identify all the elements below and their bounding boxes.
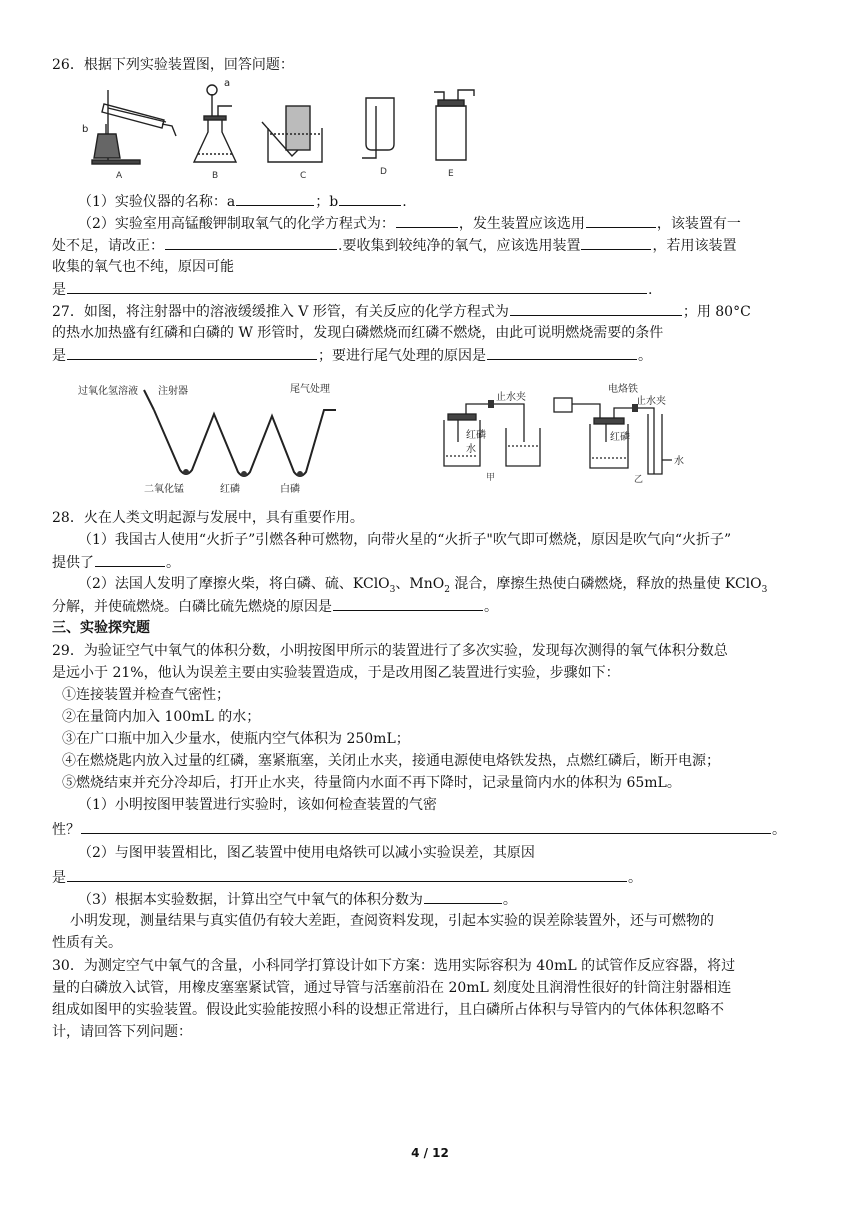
q29-p3 <box>78 889 838 910</box>
q29-p3-end: 。 <box>502 892 517 908</box>
q28-p2-a: （2）法国人发明了摩擦火柴，将白磷、硫、KClO <box>78 576 390 592</box>
q28-p1-l2-end: 。 <box>166 555 180 571</box>
answer-blank-q27-equation[interactable] <box>510 301 682 316</box>
q26-part2-l2 <box>52 235 812 256</box>
apparatus-c <box>262 106 322 162</box>
q30-l1: 30．为测定空气中氧气的含量，小科同学打算设计如下方案：选用实际容积为 40mL 的试管作反应容器，将过 <box>52 958 736 974</box>
label-water-jia: 水 <box>466 444 476 455</box>
q29-p2-l2-start: 是 <box>52 870 66 886</box>
apparatus-a <box>92 90 176 164</box>
q28-sub1: 3 <box>389 584 396 595</box>
q28-p2-b: 、MnO <box>395 576 445 592</box>
q27-l2: 的热水加热盛有红磷和白磷的 W 形管时，发现白磷燃烧而红磷不燃烧，由此可说明燃烧需要的条件 <box>52 325 664 341</box>
q28-l1: 28．火在人类文明起源与发展中，具有重要作用。 <box>52 510 364 526</box>
q27-l1-end: ；用 80°C <box>682 304 751 320</box>
q26-part2-l3: 收集的氧气也不纯，原因可能 <box>52 259 234 275</box>
answer-blank-condition[interactable] <box>67 345 317 360</box>
fig-jia <box>436 390 544 484</box>
q26-p1-start: （1）实验仪器的名称：a <box>78 194 236 210</box>
answer-blank-reason[interactable] <box>67 279 647 294</box>
apparatus-b <box>194 85 236 162</box>
q30-l2: 量的白磷放入试管，用橡皮塞塞紧试管，通过导管与活塞前沿在 20mL 刻度处且润滑性很好的针筒注射器相连 <box>52 980 732 996</box>
q29-p2-l2 <box>52 867 812 888</box>
answer-blank-a[interactable] <box>236 191 314 206</box>
q26-p2-start: （2）实验室用高锰酸钾制取氧气的化学方程式为： <box>78 216 395 232</box>
q26-p1-mid: ；b <box>315 194 339 210</box>
q27-l3-start: 是 <box>52 348 66 364</box>
answer-blank-b[interactable] <box>339 191 401 206</box>
answer-blank-correction[interactable] <box>165 235 337 250</box>
q28-p1-l2 <box>52 552 812 573</box>
answer-blank-q28-1[interactable] <box>95 552 165 567</box>
q29-p2-l1: （2）与图甲装置相比，图乙装置中使用电烙铁可以减小实验误差，其原因 <box>78 845 535 861</box>
q26-p1-end: . <box>402 194 407 210</box>
answer-blank-equation[interactable] <box>396 213 458 228</box>
q26-part2-l1 <box>78 213 838 234</box>
label-water-yi: 水 <box>674 456 684 467</box>
q28-p2-l2 <box>52 596 812 617</box>
label-tail-gas: 尾气处理 <box>290 384 330 395</box>
q26-part2-l4 <box>52 279 812 300</box>
label-clamp2: 止水夹 <box>636 396 666 407</box>
q29-p3-start: （3）根据本实验数据，计算出空气中氧气的体积分数为 <box>78 892 423 908</box>
q26-apparatus-figure <box>76 78 496 182</box>
q28-p2-c: 混合，摩擦生热使白磷燃烧，释放的热量使 KClO <box>449 576 762 592</box>
label-iron: 电烙铁 <box>608 384 638 395</box>
apparatus-d <box>362 98 394 158</box>
section-title: 三、实验探究题 <box>52 620 150 636</box>
q26-p2-l2-start: 处不足，请改正： <box>52 238 164 254</box>
q27-l1-start: 27．如图，将注射器中的溶液缓缓推入 V 形管，有关反应的化学方程式为 <box>52 304 509 320</box>
q27-l3-end: 。 <box>638 348 652 364</box>
fig-yi <box>550 380 690 484</box>
q26-p2-mid2: ，该装置有一 <box>656 216 741 232</box>
q26-p2-l4-start: 是 <box>52 282 66 298</box>
q30-l4: 计，请回答下列问题： <box>52 1024 192 1040</box>
label-white-p: 白磷 <box>280 484 300 495</box>
q29-p1-l2-end: 。 <box>772 822 786 838</box>
q28-sub2: 2 <box>444 584 450 595</box>
q26-p2-l2-end: ，若用该装置 <box>652 238 737 254</box>
page-number: 4 / 12 <box>411 1146 449 1160</box>
q27-l3 <box>52 345 812 366</box>
q29-step-3: ③在广口瓶中加入少量水，使瓶内空气体积为 250mL； <box>62 731 410 747</box>
q29-l2: 是远小于 21%，他认为误差主要由实验装置造成，于是改用图乙装置进行实验，步骤如下： <box>52 665 620 681</box>
q29-step-4: ④在燃烧匙内放入过量的红磷，塞紧瓶塞，关闭止水夹，接通电源使电烙铁发热，点燃红磷后，断开电源； <box>62 753 720 769</box>
q30-l3: 组成如图甲的实验装置。假设此实验能按照小科的设想正常进行，且白磷所占体积与导管内的气体体积忽略不 <box>52 1002 724 1018</box>
q28-p1-l2-start: 提供了 <box>52 555 94 571</box>
q29-l1: 29．为验证空气中氧气的体积分数，小明按图甲所示的装置进行了多次实验，发现每次测得的氧气体积分数总 <box>52 643 728 659</box>
label-red-p-yi: 红磷 <box>610 432 630 443</box>
answer-blank-generator[interactable] <box>586 213 656 228</box>
q29-note-l2: 性质有关。 <box>52 935 122 951</box>
q29-p2-l2-end: 。 <box>628 870 642 886</box>
caption-d: D <box>380 167 387 177</box>
label-clamp: 止水夹 <box>496 392 526 403</box>
q29-p1-l2 <box>52 819 812 840</box>
w-tube-figure <box>74 380 344 500</box>
caption-c: C <box>300 171 307 181</box>
w-tube <box>144 390 336 476</box>
q29-p1-l2-start: 性？ <box>52 822 80 838</box>
label-red-p-jia: 红磷 <box>466 430 486 441</box>
answer-blank-airtight[interactable] <box>81 819 771 834</box>
label-reagent: 过氧化氢溶液 <box>78 386 138 397</box>
answer-blank-q28-2[interactable] <box>333 596 483 611</box>
q28-p1-l1: （1）我国古人使用“火折子”引燃各种可燃物，向带火星的“火折子"吹气即可燃烧，原因是吹气向“火折子” <box>78 532 732 548</box>
label-syringe: 注射器 <box>158 386 188 397</box>
label-mno2: 二氧化锰 <box>144 484 184 495</box>
q27-l1 <box>52 301 812 322</box>
q28-sub3: 3 <box>761 584 768 595</box>
answer-blank-collector[interactable] <box>581 235 651 250</box>
q29-step-5: ⑤燃烧结束并充分冷却后，打开止水夹，待量筒内水面不再下降时，记录量筒内水的体积为 65mL。 <box>62 775 681 791</box>
caption-a: A <box>116 171 123 181</box>
q27-l3-mid: ；要进行尾气处理的原因是 <box>318 348 486 364</box>
q26-p2-l2-mid: .要收集到较纯净的氧气，应该选用装置 <box>338 238 581 254</box>
caption-b: B <box>212 171 219 181</box>
q26-part1 <box>78 191 838 212</box>
q28-p2-l2-end: 。 <box>484 599 498 615</box>
q29-step-1: ①连接装置并检查气密性； <box>62 687 230 703</box>
answer-blank-iron-reason[interactable] <box>67 867 627 882</box>
q26-p2-mid1: ，发生装置应该选用 <box>458 216 585 232</box>
caption-yi: 乙 <box>634 475 644 484</box>
q29-p1-l1: （1）小明按图甲装置进行实验时，该如何检查装置的气密 <box>78 797 437 813</box>
label-b: b <box>82 124 89 135</box>
caption-e: E <box>448 169 454 179</box>
reagent-marks <box>183 469 303 477</box>
q28-p2-l2-start: 分解，并使硫燃烧。白磷比硫先燃烧的原因是 <box>52 599 332 615</box>
caption-jia: 甲 <box>486 473 496 483</box>
label-red-p: 红磷 <box>220 484 240 495</box>
q26-stem: 26．根据下列实验装置图，回答问题： <box>52 57 294 73</box>
apparatus-e <box>434 90 474 160</box>
q29-step-2: ②在量筒内加入 100mL 的水； <box>62 709 261 725</box>
answer-blank-tail-gas[interactable] <box>487 345 637 360</box>
q29-note-l1: 小明发现，测量结果与真实值仍有较大差距，查阅资料发现，引起本实验的误差除装置外，还与可燃物的 <box>70 913 714 929</box>
label-a: a <box>224 78 231 89</box>
q26-p2-l4-end: . <box>648 282 653 298</box>
answer-blank-fraction[interactable] <box>424 889 502 904</box>
